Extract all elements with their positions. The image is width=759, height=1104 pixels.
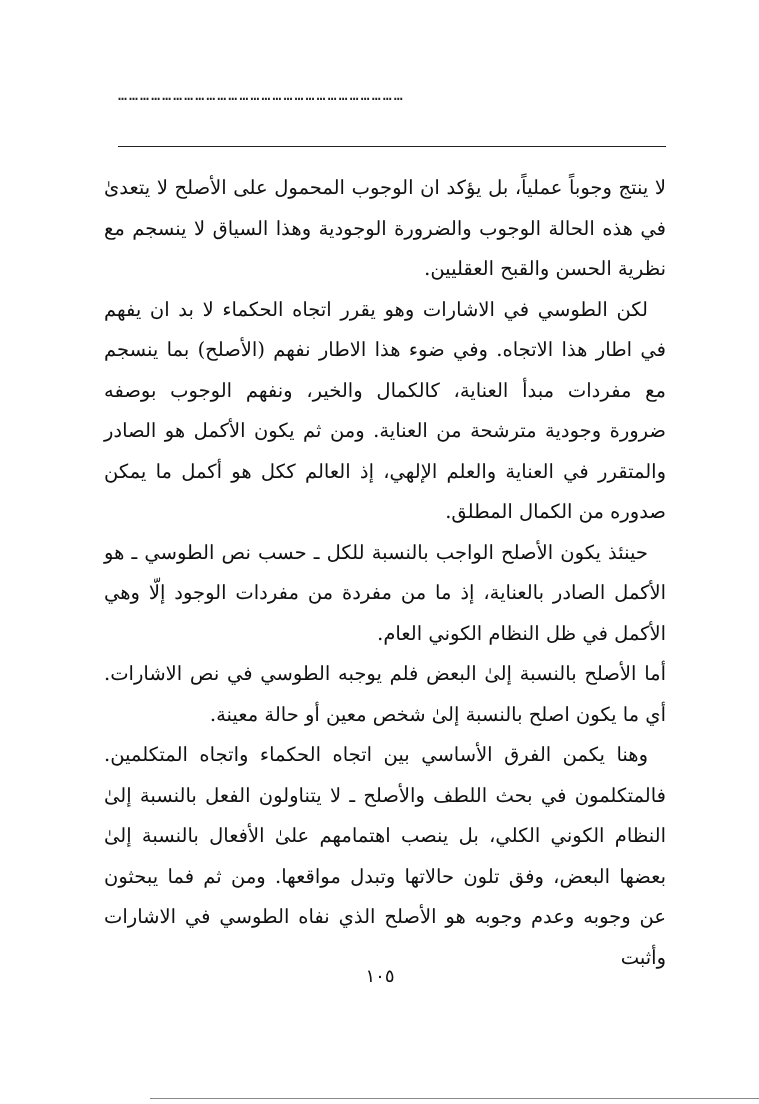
page-body xyxy=(104,168,666,978)
paragraph-2: لكن الطوسي في الاشارات وهو يقرر اتجاه الحكماء لا بد ان يفهم في اطار هذا الاتجاه. وفي ضوء هذا الاطار نفهم (الأصلح) بما ينسجم مع مفردات مبدأ العناية، كالكمال والخير، ونفهم الوجوب بوصفه ضرورة وجودية مترشحة من العناية. ومن ثم يكون الأكمل هو الصادر والمتقرر في العناية والعلم الإلهي، إذ العالم ككل هو أكمل ما يمكن صدوره من الكمال المطلق. xyxy=(104,297,666,523)
paragraph-4: أما الأصلح بالنسبة إلىٰ البعض فلم يوجبه الطوسي في نص الاشارات. أي ما يكون اصلح بالنسبة إلىٰ شخص معين أو حالة معينة. xyxy=(104,662,666,726)
running-header-dots: …………………………………………………………………… xyxy=(118,86,405,104)
paragraph-5: وهنا يكمن الفرق الأساسي بين اتجاه الحكماء واتجاه المتكلمين. فالمتكلمون في بحث اللطف والأصلح ـ لا يتناولون الفعل بالنسبة إلىٰ النظام الكوني الكلي، بل ينصب اهتمامهم علىٰ الأفعال بالنسبة إلىٰ بعضها البعض، وفق تلون حالاتها وتبدل مواقعها. ومن ثم فما يبحثون عن وجوبه وعدم وجوبه هو الأصلح الذي نفاه الطوسي في الاشارات وأثبت xyxy=(104,743,666,969)
bottom-edge-line xyxy=(150,1098,759,1099)
paragraph-1: لا ينتج وجوباً عملياً، بل يؤكد ان الوجوب المحمول على الأصلح لا يتعدىٰ في هذه الحالة الوجوب والضرورة الوجودية وهذا السياق لا ينسجم مع نظرية الحسن والقبح العقليين. xyxy=(104,176,666,280)
paragraph-3: حينئذ يكون الأصلح الواجب بالنسبة للكل ـ حسب نص الطوسي ـ هو الأكمل الصادر بالعناية، إذ ما من مفردة من مفردات الوجود إلّا وهي الأكمل في ظل النظام الكوني العام. xyxy=(104,540,666,645)
header-divider xyxy=(118,146,666,147)
page-number: ١٠٥ xyxy=(365,966,395,987)
